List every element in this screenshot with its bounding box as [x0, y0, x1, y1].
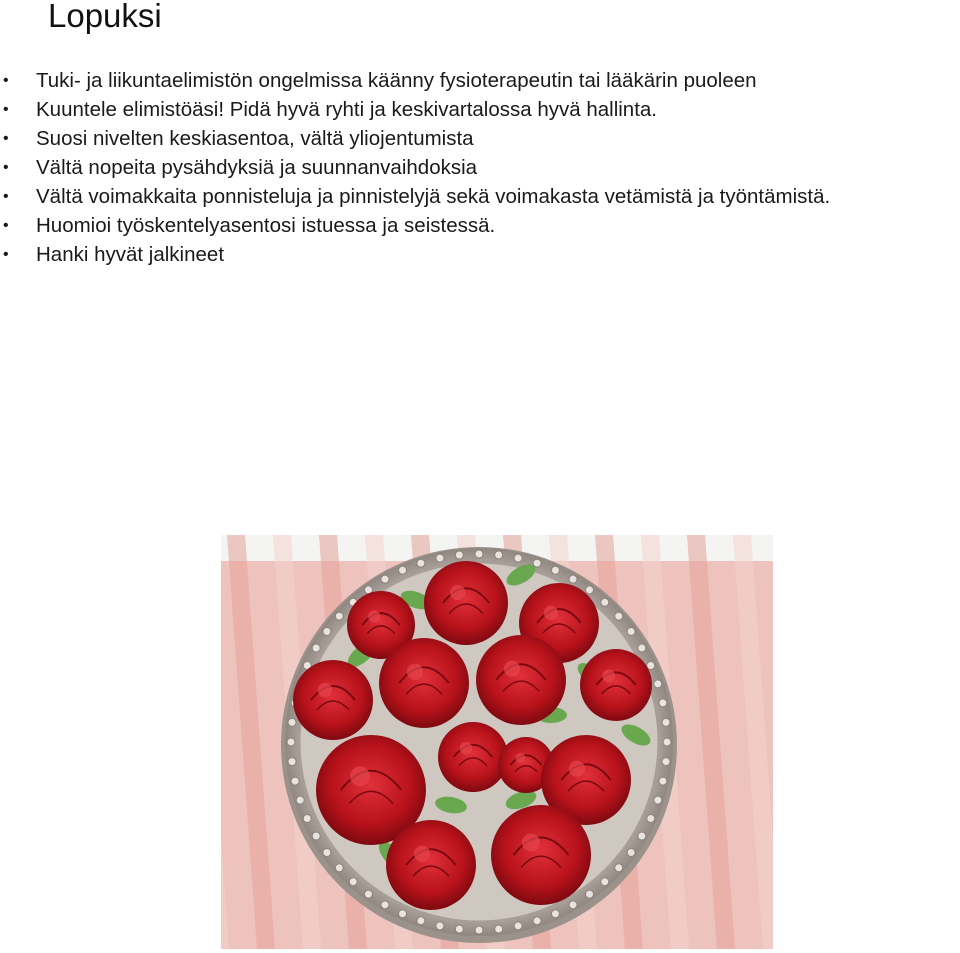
rose-icon — [386, 820, 476, 910]
bullet-item — [0, 240, 830, 269]
bowl-bead — [647, 814, 655, 822]
bullet-item — [0, 153, 830, 182]
rose-highlight — [569, 761, 585, 777]
bowl-bead — [638, 644, 646, 652]
slide-title: Lopuksi — [48, 0, 162, 34]
bullet-dot-icon: • — [3, 159, 9, 176]
bullet-dot-icon: • — [3, 101, 9, 118]
bowl-bead — [288, 718, 296, 726]
bullet-item — [0, 95, 830, 124]
bullet-dot-icon: • — [3, 72, 9, 89]
bowl-bead — [638, 832, 646, 840]
bowl-bead — [662, 718, 670, 726]
rose-bloom — [293, 660, 373, 740]
rose-icon — [293, 660, 373, 740]
bowl-bead — [296, 796, 304, 804]
rose-bloom — [438, 722, 508, 792]
bowl-bead — [615, 864, 623, 872]
bullet-text: Hanki hyvät jalkineet — [36, 243, 225, 266]
bullet-item — [0, 211, 830, 240]
rose-icon — [491, 805, 591, 905]
bowl-bead — [533, 559, 541, 567]
bowl-bead — [601, 598, 609, 606]
rose-bloom — [424, 561, 508, 645]
bowl-bead — [551, 566, 559, 574]
bullet-text: Huomioi työskentelyasentosi istuessa ja seistessä. — [36, 214, 496, 237]
bowl-bead — [303, 814, 311, 822]
rose-highlight — [407, 664, 423, 680]
rose-bloom — [476, 635, 566, 725]
bowl-bead — [475, 926, 483, 934]
rose-bloom — [491, 805, 591, 905]
bowl-bead — [627, 849, 635, 857]
rose-icon — [476, 635, 566, 725]
bowl-bead — [455, 925, 463, 933]
bowl-bead — [495, 925, 503, 933]
bowl-bead — [654, 680, 662, 688]
rose-icon — [424, 561, 508, 645]
bowl-bead — [495, 551, 503, 559]
bowl-bead — [349, 878, 357, 886]
bowl-bead — [569, 901, 577, 909]
bowl-bead — [312, 644, 320, 652]
bullet-text: Suosi nivelten keskiasentoa, vältä yliojentumista — [36, 127, 474, 150]
bowl-bead — [323, 849, 331, 857]
bowl-bead — [399, 566, 407, 574]
bowl-bead — [586, 586, 594, 594]
bowl-bead — [533, 917, 541, 925]
bowl-bead — [335, 612, 343, 620]
bullet-text: Tuki- ja liikuntaelimistön ongelmissa käänny fysioterapeutin tai lääkärin puoleen — [36, 69, 757, 92]
rose-highlight — [515, 753, 525, 763]
bowl-bead — [287, 738, 295, 746]
bowl-bead — [436, 922, 444, 930]
rose-highlight — [504, 661, 520, 677]
bowl-bead — [399, 910, 407, 918]
rose-highlight — [414, 846, 430, 862]
bullet-text: Vältä voimakkaita ponnisteluja ja pinnistelyjä sekä voimakasta vetämistä ja työntämistä. — [36, 185, 831, 208]
rose-icon — [580, 649, 652, 721]
bullet-dot-icon: • — [3, 188, 9, 205]
bowl-bead — [654, 796, 662, 804]
bowl-bead — [601, 878, 609, 886]
bullet-dot-icon: • — [3, 246, 9, 263]
bowl-bead — [647, 662, 655, 670]
bowl-bead — [417, 917, 425, 925]
bowl-bead — [381, 901, 389, 909]
bullet-list — [0, 66, 830, 269]
bowl-bead — [455, 551, 463, 559]
bowl-bead — [551, 910, 559, 918]
rose-highlight — [450, 585, 465, 600]
rose-highlight — [544, 606, 558, 620]
bowl-bead — [662, 758, 670, 766]
bullet-item — [0, 182, 830, 211]
roses-photo — [221, 535, 773, 949]
bullet-dot-icon: • — [3, 130, 9, 147]
rose-highlight — [318, 683, 332, 697]
bowl-bead — [323, 627, 331, 635]
bowl-bead — [659, 699, 667, 707]
bowl-bead — [569, 575, 577, 583]
bowl-bead — [586, 890, 594, 898]
rose-bloom — [580, 649, 652, 721]
bowl-bead — [659, 777, 667, 785]
rose-bloom — [386, 820, 476, 910]
rose-highlight — [368, 610, 380, 622]
rose-icon — [438, 722, 508, 792]
bullet-dot-icon: • — [3, 217, 9, 234]
bowl-bead — [312, 832, 320, 840]
rose-icon — [379, 638, 469, 728]
bullet-item — [0, 124, 830, 153]
bowl-bead — [288, 758, 296, 766]
bowl-bead — [364, 890, 372, 898]
bowl-bead — [335, 864, 343, 872]
rose-bloom — [379, 638, 469, 728]
bowl-bead — [436, 554, 444, 562]
bullet-item — [0, 66, 830, 95]
bowl-bead — [381, 575, 389, 583]
bowl-bead — [615, 612, 623, 620]
rose-highlight — [522, 834, 540, 852]
bowl-bead — [514, 554, 522, 562]
bowl-bead — [514, 922, 522, 930]
bullet-text: Kuuntele elimistöäsi! Pidä hyvä ryhti ja keskivartalossa hyvä hallinta. — [36, 98, 657, 121]
bowl-bead — [627, 627, 635, 635]
rose-highlight — [602, 670, 615, 683]
bowl-bead — [291, 777, 299, 785]
bullet-text: Vältä nopeita pysähdyksiä ja suunnanvaihdoksia — [36, 156, 478, 179]
bowl-bead — [663, 738, 671, 746]
rose-highlight — [350, 766, 370, 786]
bowl-bead — [417, 559, 425, 567]
rose-highlight — [460, 742, 473, 755]
bowl-bead — [475, 550, 483, 558]
